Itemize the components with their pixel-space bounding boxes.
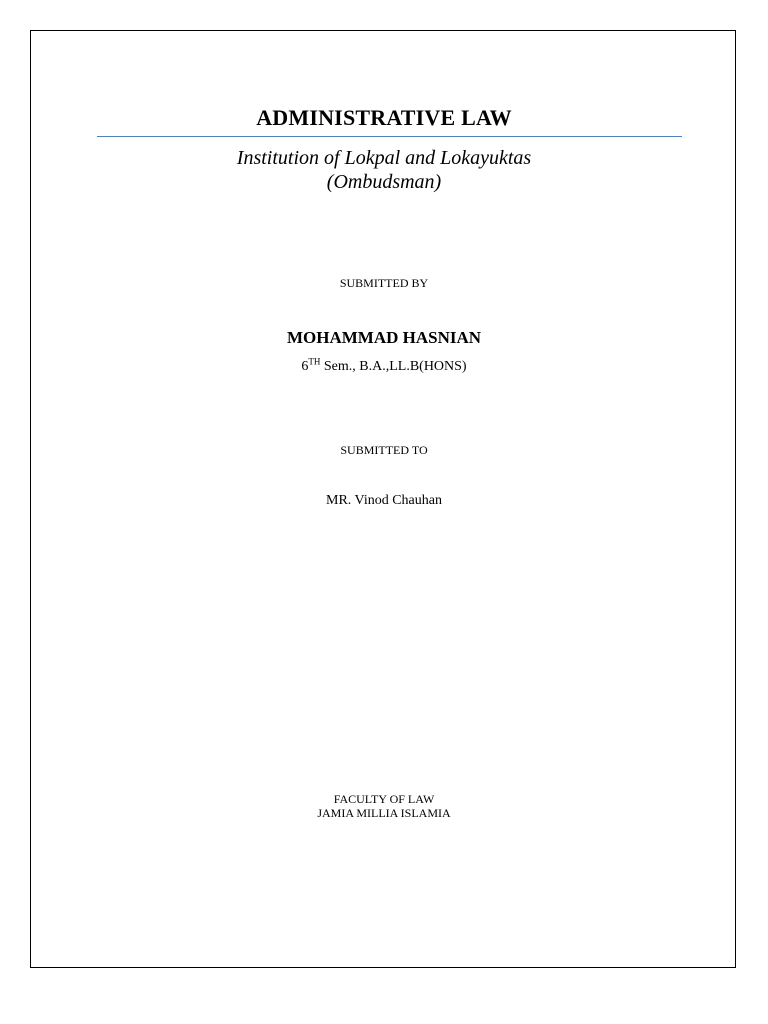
semester-line <box>0 356 768 375</box>
university-name: JAMIA MILLIA ISLAMIA <box>317 806 451 820</box>
title-underline-rule <box>97 136 682 137</box>
author-name: MOHAMMAD HASNIAN <box>286 328 482 347</box>
document-subtitle-line1: Institution of Lokpal and Lokayuktas <box>236 147 532 169</box>
faculty-name: FACULTY OF LAW <box>333 792 435 806</box>
semester-program: Sem., B.A.,LL.B(HONS) <box>320 359 467 374</box>
submitted-by-label: SUBMITTED BY <box>339 276 429 290</box>
semester-number: 6 <box>301 359 309 374</box>
supervisor-name: MR. Vinod Chauhan <box>326 493 442 508</box>
document-subtitle-line2: (Ombudsman) <box>326 171 442 193</box>
semester-ordinal-suffix: TH <box>308 356 321 367</box>
submitted-to-label: SUBMITTED TO <box>340 443 428 457</box>
document-title: ADMINISTRATIVE LAW <box>256 105 512 130</box>
